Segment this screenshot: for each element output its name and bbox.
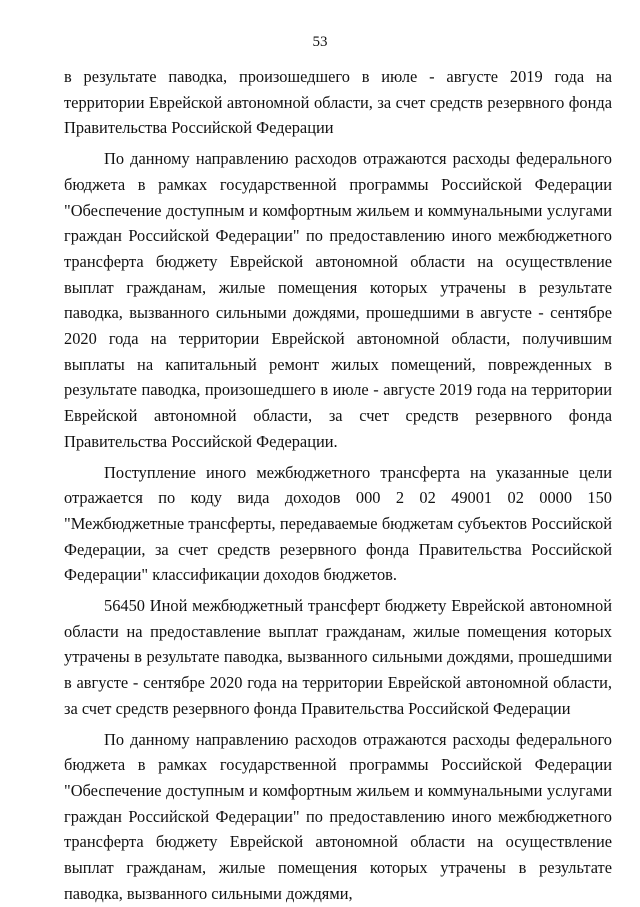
paragraph-revenue-code: Поступление иного межбюджетного трансферта на указанные цели отражается по коду вида доходов 000 2 02 49001 02 0000 150 "Межбюджетные трансферты, передаваемые бюджетам субъектов Российской Федерации, за счет средств резервного фонда Правительства Российской Федерации" классификации доходов бюджетов. <box>64 462 612 585</box>
page-number: 53 <box>312 34 328 50</box>
paragraph-expense-description: По данному направлению расходов отражаются расходы федерального бюджета в рамках государственной программы Российской Федерации "Обеспечение доступным и комфортным жильем и коммунальными услугами граждан Российской Федерации" по предоставлению иного межбюджетного трансферта бюджету Еврейской автономной области на осуществление выплат гражданам, жилые помещения которых утрачены в результате паводка, вызванного сильными дождями, прошедшими в августе - сентябре 2020 года на территории Еврейской автономной области, получившим выплаты на капитальный ремонт жилых помещений, поврежденных в результате паводка, произошедшего в июле - августе 2019 года на территории Еврейской автономной области, за счет средств резервного фонда Правительства Российской Федерации. <box>64 149 612 451</box>
paragraph-code-56450: 56450 Иной межбюджетный трансферт бюджету Еврейской автономной области на предоставление выплат гражданам, жилые помещения которых утрачены в результате паводка, вызванного сильными дождями, прошедшими в августе - сентябре 2020 года на территории Еврейской автономной области, за счет средств резервного фонда Правительства Российской Федерации <box>64 596 612 718</box>
paragraph-expense-description-2: По данному направлению расходов отражаются расходы федерального бюджета в рамках государственной программы Российской Федерации "Обеспечение доступным и комфортным жильем и коммунальными услугами граждан Российской Федерации" по предоставлению иного межбюджетного трансферта бюджету Еврейской автономной области на осуществление выплат гражданам, жилые помещения которых утрачены в результате паводка, вызванного сильными дождями, <box>64 729 612 903</box>
paragraph-continuation: в результате паводка, произошедшего в июле - августе 2019 года на территории Еврейской автономной области, за счет средств резервного фонда Правительства Российской Федерации <box>64 67 612 138</box>
document-body <box>64 64 612 907</box>
